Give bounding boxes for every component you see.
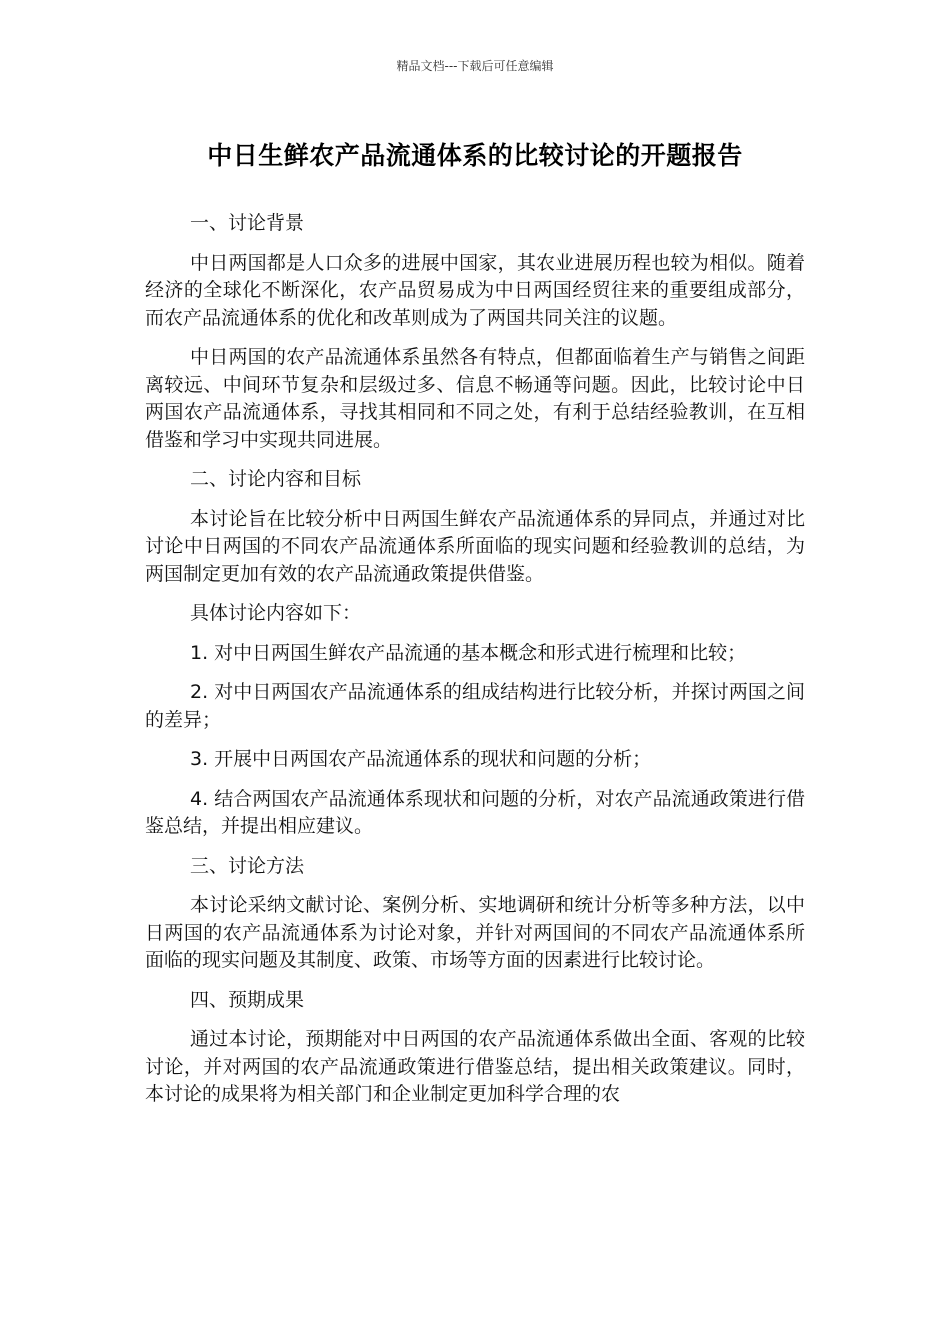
section-heading-content: 二、讨论内容和目标 xyxy=(190,468,362,490)
section-heading-method: 三、讨论方法 xyxy=(190,854,305,877)
document-body xyxy=(145,210,805,1121)
document-title: 中日生鲜农产品流通体系的比较讨论的开题报告 xyxy=(207,141,743,170)
list-item: 3. 开展中日两国农产品流通体系的现状和问题的分析； xyxy=(190,748,652,770)
section-heading-results: 四、预期成果 xyxy=(190,988,305,1011)
list-item: 1. 对中日两国生鲜农产品流通的基本概念和形式进行梳理和比较； xyxy=(190,641,747,664)
paragraph: 本讨论采纳文献讨论、案例分析、实地调研和统计分析等多种方法，以中日两国的农产品流通体系为讨论对象，并针对两国间的不同农产品流通体系所面临的现实问题及其制度、政策、市场等方面的因素进行比较讨论。 xyxy=(145,894,805,971)
paragraph: 中日两国的农产品流通体系虽然各有特点，但都面临着生产与销售之间距离较远、中间环节复杂和层级过多、信息不畅通等问题。因此，比较讨论中日两国农产品流通体系，寻找其相同和不同之处，有利于总结经验教训，在互相借鉴和学习中实现共同进展。 xyxy=(145,346,805,451)
list-item: 4. 结合两国农产品流通体系现状和问题的分析，对农产品流通政策进行借鉴总结，并提出相应建议。 xyxy=(145,787,805,837)
section-heading-background: 一、讨论背景 xyxy=(190,212,305,234)
list-item: 2. 对中日两国农产品流通体系的组成结构进行比较分析，并探讨两国之间的差异； xyxy=(145,681,805,731)
paragraph: 具体讨论内容如下： xyxy=(190,602,362,624)
paragraph: 本讨论旨在比较分析中日两国生鲜农产品流通体系的异同点，并通过对比讨论中日两国的不同农产品流通体系所面临的现实问题和经验教训的总结，为两国制定更加有效的农产品流通政策提供借鉴。 xyxy=(145,507,805,585)
paragraph: 通过本讨论，预期能对中日两国的农产品流通体系做出全面、客观的比较讨论，并对两国的农产品流通政策进行借鉴总结，提出相关政策建议。同时，本讨论的成果将为相关部门和企业制定更加科学合理的农 xyxy=(145,1028,805,1105)
page-header: 精品文档---下载后可任意编辑 xyxy=(396,59,554,73)
paragraph: 中日两国都是人口众多的进展中国家，其农业进展历程也较为相似。随着经济的全球化不断深化，农产品贸易成为中日两国经贸往来的重要组成部分，而农产品流通体系的优化和改革则成为了两国共同关注的议题。 xyxy=(145,251,805,329)
